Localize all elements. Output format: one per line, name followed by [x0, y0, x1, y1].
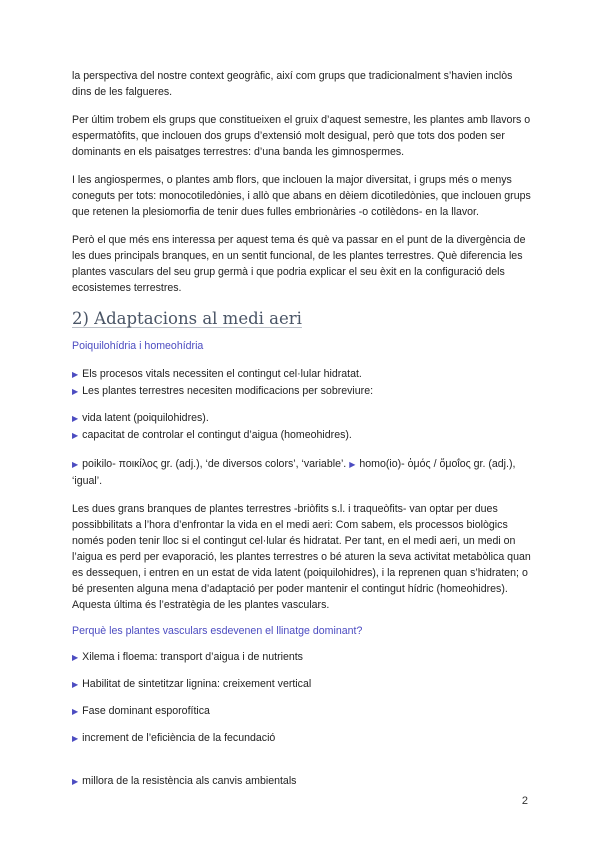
paragraph-1: la perspectiva del nostre context geogràfic, així com grups que tradicionalment s’havien inclòs dins de les falgueres. [72, 70, 513, 98]
arrow-bullet-icon: ▶ [72, 734, 79, 743]
arrow-bullet-icon: ▶ [72, 414, 79, 423]
bullet-list-2 [72, 410, 532, 444]
list-item: ▶ Habilitat de sintetitzar lignina: creixement vertical [72, 676, 532, 693]
subheading-poiquilohidria: Poiquilohídria i homeohídria [72, 340, 204, 352]
section-paragraph: Les dues grans branques de plantes terrestres -briòfits s.l. i traqueòfits- van optar per dues possibbilitats a l’hora d’enfrontar la vida en el medi aeri: Com sabem, els processos biològics només poden tenir lloc si el contingut cel·lular és hidratat. Per tant, en el medi aeri, un medi on l’aigua es perd per evaporació, les plantes terrestres o bé aturen la seva activitat metabòlica quan es dessequen, i entren en un estat de vida latent (poiquilohidres), i la reprenen quan s’hidraten; o bé presenten alguna mena d’adaptació per poder mantenir el contingut hídric (homeohidres). Aquesta última és l’estratègia de les plantes vasculars. [72, 503, 531, 611]
arrow-bullet-icon: ▶ [72, 431, 79, 440]
list-item: ▶ vida latent (poiquilohidres). [72, 410, 532, 427]
section-heading: 2) Adaptacions al medi aeri [72, 309, 302, 328]
subheading-vascular-plants: Perquè les plantes vasculars esdevenen el llinatge dominant? [72, 625, 363, 637]
paragraph-2: Per últim trobem els grups que constitueixen el gruix d’aquest semestre, les plantes amb llavors o espermatòfits, que inclouen dos grups d’extensió molt desigual, però que tots dos poden ser dominants en els paisatges terrestres: d’una banda les gimnospermes. [72, 114, 531, 158]
arrow-bullet-icon: ▶ [72, 680, 79, 689]
reasons-list [72, 649, 532, 790]
list-item: ▶ Les plantes terrestres necesiten modificacions per sobreviure: [72, 383, 532, 400]
list-item: ▶ millora de la resistència als canvis ambientals [72, 773, 532, 790]
paragraph-4: Però el que més ens interessa per aquest tema és què va passar en el punt de la divergència de les dues principals branques, en un sentit funcional, de les plantes terrestres. Què diferencia les plantes vasculars del seu grup germà i que podria explicar el seu èxit en la configuració dels ecosistemes terrestres. [72, 234, 526, 294]
arrow-bullet-icon: ▶ [72, 460, 79, 469]
bullet-list-1 [72, 366, 532, 400]
etymology-line: ▶ poikilo- ποικίλος gr. (adj.), ‘de diversos colors’, ‘variable’. ▶ homo(io)- ὁμός / ὅμοΐος gr. (adj.), ‘igual’. [72, 458, 516, 487]
list-item: ▶ capacitat de controlar el contingut d’aigua (homeohidres). [72, 427, 532, 444]
arrow-bullet-icon: ▶ [72, 653, 79, 662]
list-item: ▶ increment de l’eficiència de la fecundació [72, 730, 532, 747]
list-item: ▶ Fase dominant esporofítica [72, 703, 532, 720]
arrow-bullet-icon: ▶ [349, 460, 356, 469]
list-item: ▶ Els procesos vitals necessiten el contingut cel·lular hidratat. [72, 366, 532, 383]
arrow-bullet-icon: ▶ [72, 387, 79, 396]
arrow-bullet-icon: ▶ [72, 777, 79, 786]
arrow-bullet-icon: ▶ [72, 370, 79, 379]
page-number: 2 [521, 795, 528, 807]
list-item: ▶ Xilema i floema: transport d’aigua i de nutrients [72, 649, 532, 666]
arrow-bullet-icon: ▶ [72, 707, 79, 716]
paragraph-3: I les angiospermes, o plantes amb flors, que inclouen la major diversitat, i grups més o menys coneguts per tots: monocotiledònies, i allò que abans en dèiem dicotiledònies, que inclouen grups que retenen la plesiomorfia de tenir dues fulles embrionàries -o cotilèdons- en la llavor. [72, 174, 531, 218]
document-page [72, 68, 532, 790]
